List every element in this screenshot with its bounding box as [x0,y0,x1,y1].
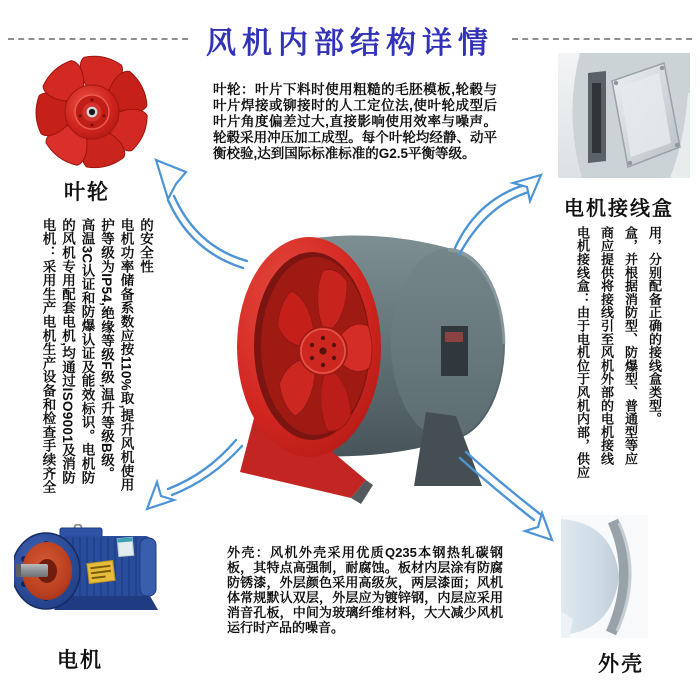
motor-label: 电机 [57,649,103,672]
impeller-description: 叶轮：叶片下料时使用粗糙的毛胚模板,轮毂与叶片焊接或铆接时的人工定位法,使叶轮成型后叶片角度偏差过大,直接影响使用效率与噪声。轮毂采用冲压加工成型。每个叶轮均经静、动平衡校验,达到国际标准标准的G2.5平衡等级。 [213,82,497,161]
fan-impeller-hub [299,327,347,375]
housing-description: 外壳：风机外壳采用优质Q235本钢热轧碳钢板，其特点高强制，耐腐蚀。板材内层涂有防腐防锈漆，外层颜色采用高级灰，两层漆面；风机体常规默认双层，外层应为镀锌钢，内层应采用消音孔板，中间为玻璃纤维材料，大大减少风机运行时产品的噪音。 [227,545,503,635]
motor-shaft [16,564,48,577]
title-rule-right [512,38,692,40]
impeller-label: 叶轮 [64,181,110,204]
motor-description: 电机：采用生产电机生产设备和检查手续齐全的风机专用配套电机,均通过ISO9001及消防高温3C认证和防爆认证及能效标识。电机防护等级为IP54,绝缘等级F级,温升等级B级。电机功率储备系数应按110%取,提升风机使用的安全性 [40,218,153,494]
impeller-blades [35,55,152,170]
fan-product-image [198,214,510,510]
page-title: 风机内部结构详情 [206,27,494,60]
impeller-image [22,55,162,170]
junction-box-description: 电机接线盒：由于电机位于风机内部，供应商应提供将接线引至风机外部的电机接线盒，并根据消防型、防爆型、普通型等应用，分别配备正确的接线盒类型。 [575,226,662,479]
impeller-center-hole [89,109,95,115]
junction-box-label: 电机接线盒 [564,198,674,220]
cover-screw [675,143,679,147]
cover-screw [628,161,632,165]
cover-screw [614,81,618,85]
motor-image [14,524,162,616]
junction-box-photo [558,53,690,178]
junction-box-image [558,53,690,178]
motor-end-cap [140,538,156,596]
motor-sticker [117,537,134,556]
motor-nameplate [87,560,115,583]
housing-image [561,515,648,638]
housing-photo [561,515,648,638]
axial-fan-illustration [198,214,510,510]
impeller-illustration [22,55,162,170]
housing-label: 外壳 [598,653,644,676]
cover-screw [660,66,664,70]
motor-photo [14,524,162,616]
